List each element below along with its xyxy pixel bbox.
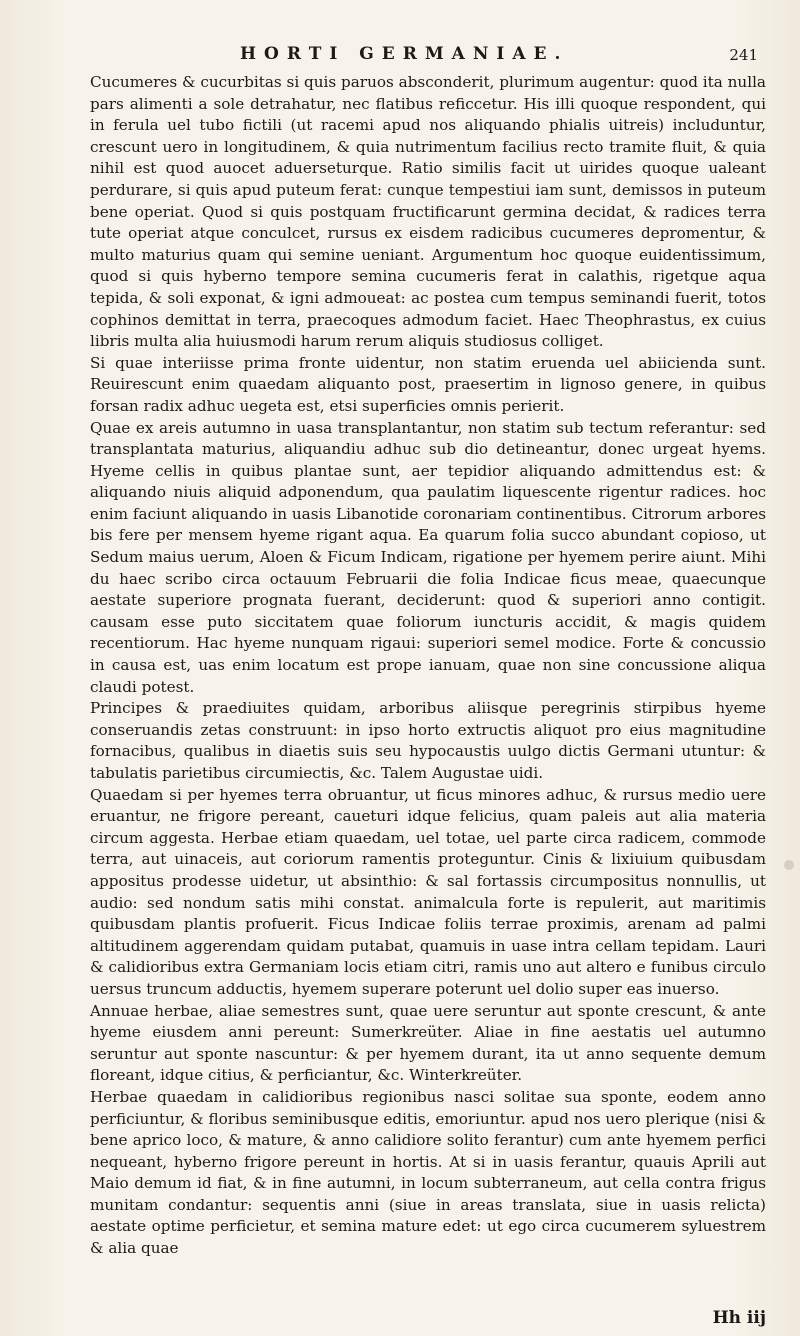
paragraph-cucumbers: Cucumeres & cucurbitas si quis paruos absconderit, plurimum augentur: quod ita nulla pars alimenti a sole detrahatur, nec flatibus reficcetur. His illi quoque respondent, qui in ferula uel tubo fictili (ut racemi apud nos aliquando phialis uitreis) includuntur, crescunt uero in longitudinem, & quia nutrimentum facilius recto tramite fluit, & quia nihil est quod auocet aduerseturque. Ratio similis facit ut uirides quoque ualeant perdurare, si quis apud puteum ferat: cunque tempestiui iam sunt, demissos in puteum bene operiat. Quod si quis postquam fructificarunt germina decidat, & radices terra tute operiat atque conculcet, rursus ex eisdem radicibus cucumeres depromentur, & multo maturius quam qui semine ueniant. Argumentum hoc quoque euidentissimum, quod si quis hyberno tempore semina cucumeris ferat in calathis, rigetque aqua tepida, & soli exponat, & igni admoueat: ac postea cum tempus seminandi fuerit, totos cophinos demittat in terra, praecoques admodum faciet. Haec Theophrastus, ex cuius libris multa alia huiusmodi harum rerum aliquis studiosus colliget. [90, 73, 771, 351]
page-header [90, 44, 760, 74]
paragraph-annual-herbs: Annuae herbae, aliae semestres sunt, quae uere seruntur aut sponte crescunt, & ante hyeme eiusdem anni pereunt: Sumerkreüter. Aliae in fine aestatis uel autumno seruntur aut sponte nascuntur: & per hyemem durant, ita ut anno sequente demum floreant, idque citius, & perficiantur, &c. Winterkreüter. [90, 1001, 771, 1085]
page-number: 241 [729, 46, 758, 64]
paragraph-warm-region-herbs: Herbae quaedam in calidioribus regionibus nasci solitae sua sponte, eodem anno perficiuntur, & floribus seminibusque editis, emoriuntur. apud nos uero plerique (nisi & bene aprico loco, & mature, & anno calidiore solito ferantur) cum ante hyemem perfici nequeant, hyberno frigore pereunt in hortis. At si in uasis ferantur, quauis Aprili aut Maio demum id fiat, & in fine autumni, in locum subterraneum, aut cella contra frigus munitam condantur: sequentis anni (siue in areas translata, siue in uasis relicta) aestate optime perficietur, et semina mature edet: ut ego circa cucumerem syluestrem & alia quae [90, 1087, 771, 1258]
body-text [90, 72, 771, 1260]
paragraph-winter-transplanting: Quae ex areis autumno in uasa transplantantur, non statim sub tectum referantur: sed transplantata maturius, aliquandiu adhuc sub dio detineantur, donec urgeat hyems. Hyeme cellis in quibus plantae sunt, aer tepidior aliquando admittendus est: & aliquando niuis aliquid adponendum, qua paulatim liquescente rigentur radices. hoc enim faciunt aliquando in uasis Libanotide coronariam continentibus. Citrorum arbores bis fere per mensem hyeme rigant aqua. Ea quarum folia succo abundant copioso, ut Sedum maius uerum, Aloen & Ficum Indicam, rigatione per hyemem perire aiunt. Mihi du haec scribo circa octauum Februarii die folia Indicae ficus meae, quaecunque aestate superiore prognata fuerant, deciderunt: quod & superiori anno contigit. causam esse puto siccitatem quae foliorum iuncturis accidit, & magis quidem recentiorum. Hac hyeme nunquam rigaui: superiori semel modice. Forte & concussio in causa est, uas enim locatum est prope ianuam, quae non sine concussione aliqua claudi potest. [90, 418, 771, 696]
ink-spot [784, 860, 794, 870]
running-title: HORTI GERMANIAE. [240, 44, 569, 64]
signature-mark [90, 1308, 766, 1332]
paragraph-winter-protection: Quaedam si per hyemes terra obruantur, ut ficus minores adhuc, & rursus medio uere eruantur, ne frigore pereant, caueturi idque felicius, quam paleis aut alia materia circum aggesta. Herbae etiam quaedam, uel totae, uel parte circa radicem, commode terra, aut uinaceis, aut coriorum ramentis proteguntur. Cinis & lixiuium quibusdam appositus prodesse uidetur, ut absinthio: & sal fortassis circumpositus nonnullis, ut audio: sed nondum satis mihi constat. animalcula forte is repulerit, aut maritimis quibusdam plantis profuerit. Ficus Indicae foliis terrae proximis, arenam ad palmi altitudinem aggerendam quidam putabat, quamuis in uase intra cellam tepidam. Lauri & calidioribus extra Germaniam locis etiam citri, ramis uno aut altero e funibus circulo uersus truncum adductis, hyemem superare poterunt uel dolio super eas inuerso. [90, 785, 771, 998]
paragraph-heated-greenhouses: Principes & praediuites quidam, arboribus aliisque peregrinis stirpibus hyeme conseruandis zetas construunt: in ipso horto extructis aliquot pro eius magnitudine fornacibus, qualibus in diaetis suis seu hypocaustis uulgo dictis Germani utuntur: & tabulatis parietibus circumiectis, &c. Talem Augustae uidi. [90, 699, 771, 782]
signature-text: Hh iij [712, 1308, 766, 1328]
paragraph-reviving-plants: Si quae interiisse prima fronte uidentur, non statim eruenda uel abiicienda sunt. Reuirescunt enim quaedam aliquanto post, praesertim in lignoso genere, in quibus forsan radix adhuc uegeta est, etsi superficies omnis perierit. [90, 353, 771, 415]
